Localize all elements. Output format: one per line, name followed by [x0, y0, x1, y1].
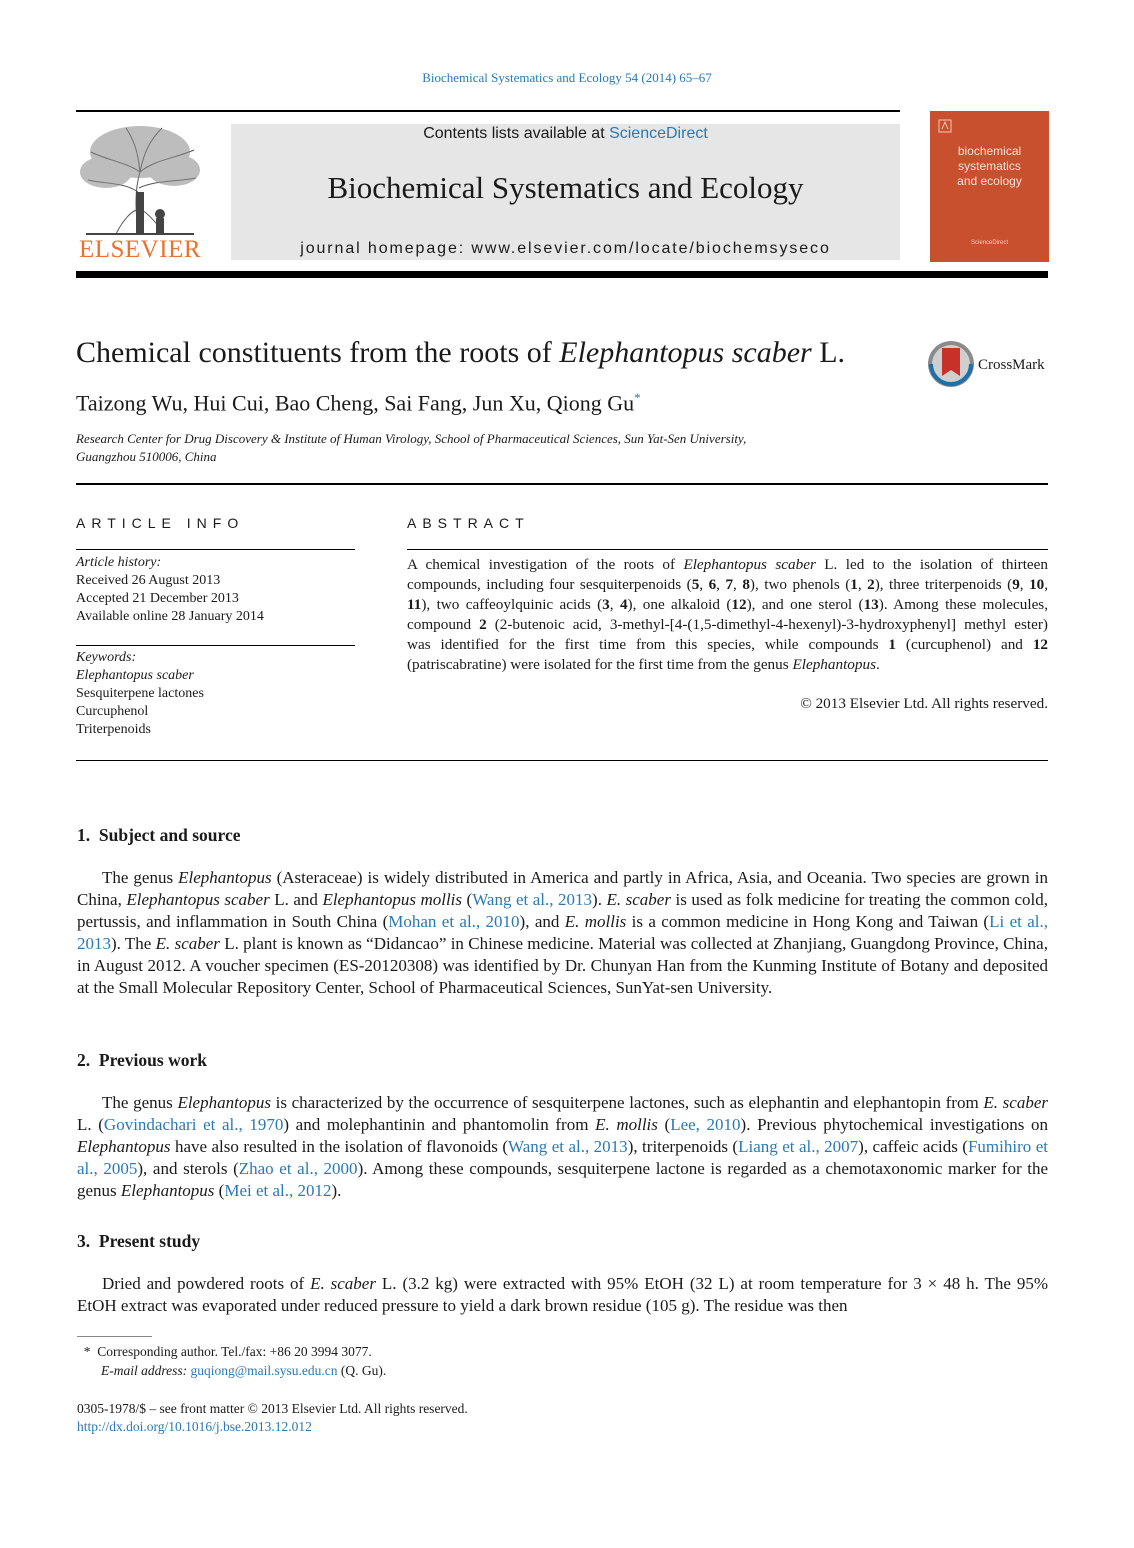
section-3-paragraph: Dried and powdered roots of E. scaber L. (3.2 kg) were extracted with 95% EtOH (32 L) at room temperature for 3 × 48 h. The 95% EtOH extract was evaporated under reduced pressure to yield a dark brown residue (105 g). The residue was then [77, 1274, 1049, 1315]
doi-link[interactable]: http://dx.doi.org/10.1016/j.bse.2013.12.012 [77, 1419, 312, 1434]
issn-line: 0305-1978/$ – see front matter © 2013 Elsevier Ltd. All rights reserved. [77, 1401, 468, 1416]
citation-link[interactable]: Wang et al., 2013 [472, 890, 593, 909]
journal-homepage[interactable]: journal homepage: www.elsevier.com/locate/biochemsyseco [300, 240, 831, 257]
affiliation-line: Guangzhou 510006, China [76, 449, 217, 464]
affiliation [76, 430, 876, 466]
section-heading-previous-work [77, 1050, 207, 1071]
affiliation-line: Research Center for Drug Discovery & Institute of Human Virology, School of Pharmaceutical Sciences, Sun Yat-Sen University, [76, 431, 747, 446]
section-title: Previous work [98, 1050, 207, 1070]
email-suffix: (Q. Gu). [337, 1363, 387, 1378]
divider [76, 549, 355, 550]
header-bottom-rule [76, 271, 1048, 278]
cover-title-line: and ecology [957, 174, 1022, 188]
elsevier-logo [76, 122, 204, 264]
corresponding-author-link[interactable]: * [634, 390, 641, 405]
section-number: 3. [77, 1231, 91, 1251]
sciencedirect-link[interactable]: ScienceDirect [609, 125, 708, 142]
cover-logo-icon [938, 119, 952, 133]
elsevier-wordmark: ELSEVIER [78, 236, 202, 263]
article-history [76, 554, 264, 626]
keyword: Curcuphenol [76, 704, 149, 719]
citation-link[interactable]: Mohan et al., 2010 [388, 912, 520, 931]
article-title [76, 336, 845, 370]
divider [76, 483, 1048, 485]
abstract-heading: ABSTRACT [407, 515, 530, 531]
cover-title-line: biochemical [957, 144, 1022, 158]
footnote [77, 1342, 386, 1380]
citation-link[interactable]: Fumihiro et al., 2005 [77, 1137, 1048, 1178]
citation-link[interactable]: Liang et al., 2007 [738, 1137, 859, 1156]
elsevier-tree-icon [76, 122, 204, 237]
title-suffix: L. [811, 336, 846, 369]
received-date: Received 26 August 2013 [76, 573, 221, 588]
keyword: Sesquiterpene lactones [76, 686, 204, 701]
contents-line [231, 125, 900, 143]
journal-title: Biochemical Systematics and Ecology [327, 170, 804, 205]
cover-title [930, 144, 1049, 189]
abstract-text: A chemical investigation of the roots of Elephantopus scaber L. led to the isolation of thirteen compounds, including four sesquiterpenoids (5, 6, 7, 8), two phenols (1, 2), three triterpenoids (9, 10, 11), two caffeoylquinic acids (3, 4), one alkaloid (12), and one sterol (13). Among these molecules, compound 2 (2-butenoic acid, 3-methyl-[4-(1,5-dimethyl-4-hexenyl)-3-hydroxyphenyl] methyl ester) was identified for the first time from this species, while compounds 1 (curcuphenol) and 12 (patriscabratine) were isolated for the first time from the genus Elephantopus. [407, 556, 1049, 673]
section-title: Present study [98, 1231, 201, 1251]
keyword: Triterpenoids [76, 722, 151, 737]
journal-banner [231, 124, 900, 260]
crossmark-label: CrossMark [978, 357, 1045, 373]
citation-link[interactable]: Mei et al., 2012 [224, 1181, 332, 1200]
author-names: Taizong Wu, Hui Cui, Bao Cheng, Sai Fang, Jun Xu, Qiong Gu [76, 390, 635, 416]
accepted-date: Accepted 21 December 2013 [76, 591, 239, 606]
article-info-heading: ARTICLE INFO [76, 515, 245, 531]
footnote-marker: * [83, 1344, 91, 1359]
history-label: Article history: [76, 555, 162, 570]
email-link[interactable]: guqiong@mail.sysu.edu.cn [190, 1363, 338, 1378]
divider [407, 549, 1048, 550]
cover-footer: ScienceDirect [970, 240, 1008, 246]
section-heading-subject-and-source [77, 825, 241, 846]
citation-link[interactable]: Wang et al., 2013 [508, 1137, 628, 1156]
email-label: E-mail address: [101, 1363, 188, 1378]
citation-link[interactable]: Lee, 2010 [670, 1115, 741, 1134]
corresponding-author-note: Corresponding author. Tel./fax: +86 20 3994 3077. [97, 1344, 372, 1359]
cover-title-line: systematics [958, 159, 1021, 173]
section-number: 1. [77, 825, 91, 845]
divider [76, 645, 355, 646]
online-date: Available online 28 January 2014 [76, 609, 264, 624]
footnote-rule [77, 1336, 152, 1337]
header-top-rule [76, 110, 900, 112]
footnote-line [77, 1342, 386, 1361]
divider [76, 760, 1048, 761]
author-list [76, 390, 641, 416]
title-prefix: Chemical constituents from the roots of [76, 336, 560, 369]
title-species: Elephantopus scaber [559, 336, 812, 369]
section-2-paragraph: The genus Elephantopus is characterized by the occurrence of sesquiterpene lactones, such as elephantin and elephantopin from E. scaber L. (Govindachari et al., 1970) and molephantinin and phantomolin from E. mollis (Lee, 2010). Previous phytochemical investigations on Elephantopus have also resulted in the isolation of flavonoids (Wang et al., 2013), triterpenoids (Liang et al., 2007), caffeic acids (Fumihiro et al., 2005), and sterols (Zhao et al., 2000). Among these compounds, sesquiterpene lactone is regarded as a chemotaxonomic marker for the genus Elephantopus (Mei et al., 2012). [77, 1093, 1049, 1200]
citation-link[interactable]: Li et al., 2013 [77, 912, 1048, 953]
crossmark-icon [927, 340, 975, 388]
abstract-copyright: © 2013 Elsevier Ltd. All rights reserved. [800, 695, 1048, 712]
journal-reference-link[interactable]: Biochemical Systematics and Ecology 54 (2014) 65–67 [422, 70, 712, 85]
journal-cover-image[interactable] [930, 111, 1049, 262]
crossmark-badge[interactable] [927, 340, 1051, 390]
keyword: Elephantopus scaber [76, 668, 194, 683]
section-title: Subject and source [98, 825, 241, 845]
section-number: 2. [77, 1050, 91, 1070]
section-1-paragraph: The genus Elephantopus (Asteraceae) is widely distributed in America and partly in Africa, Asia, and Oceania. Two species are grown in China, Elephantopus scaber L. and Elephantopus mollis (Wang et al., 2013). E. scaber is used as folk medicine for treating the common cold, pertussis, and inflammation in South China (Mohan et al., 2010), and E. mollis is a common medicine in Hong Kong and Taiwan (Li et al., 2013). The E. scaber L. plant is known as “Didancao” in Chinese medicine. Material was collected at Zhanjiang, Guangdong Province, China, in August 2012. A voucher specimen (ES-20120308) was identified by Dr. Chunyan Han from the Kunming Institute of Botany and deposited at the Small Molecular Repository Center, School of Pharmaceutical Sciences, SunYat-sen University. [77, 868, 1048, 997]
section-heading-present-study [77, 1231, 200, 1252]
keywords-label: Keywords: [76, 650, 137, 665]
keywords [76, 649, 204, 739]
footnote-line [77, 1361, 386, 1380]
contents-prefix: Contents lists available at [423, 125, 610, 142]
citation-link[interactable]: Zhao et al., 2000 [238, 1159, 358, 1178]
front-matter [77, 1400, 468, 1436]
citation-link[interactable]: Govindachari et al., 1970 [103, 1115, 284, 1134]
